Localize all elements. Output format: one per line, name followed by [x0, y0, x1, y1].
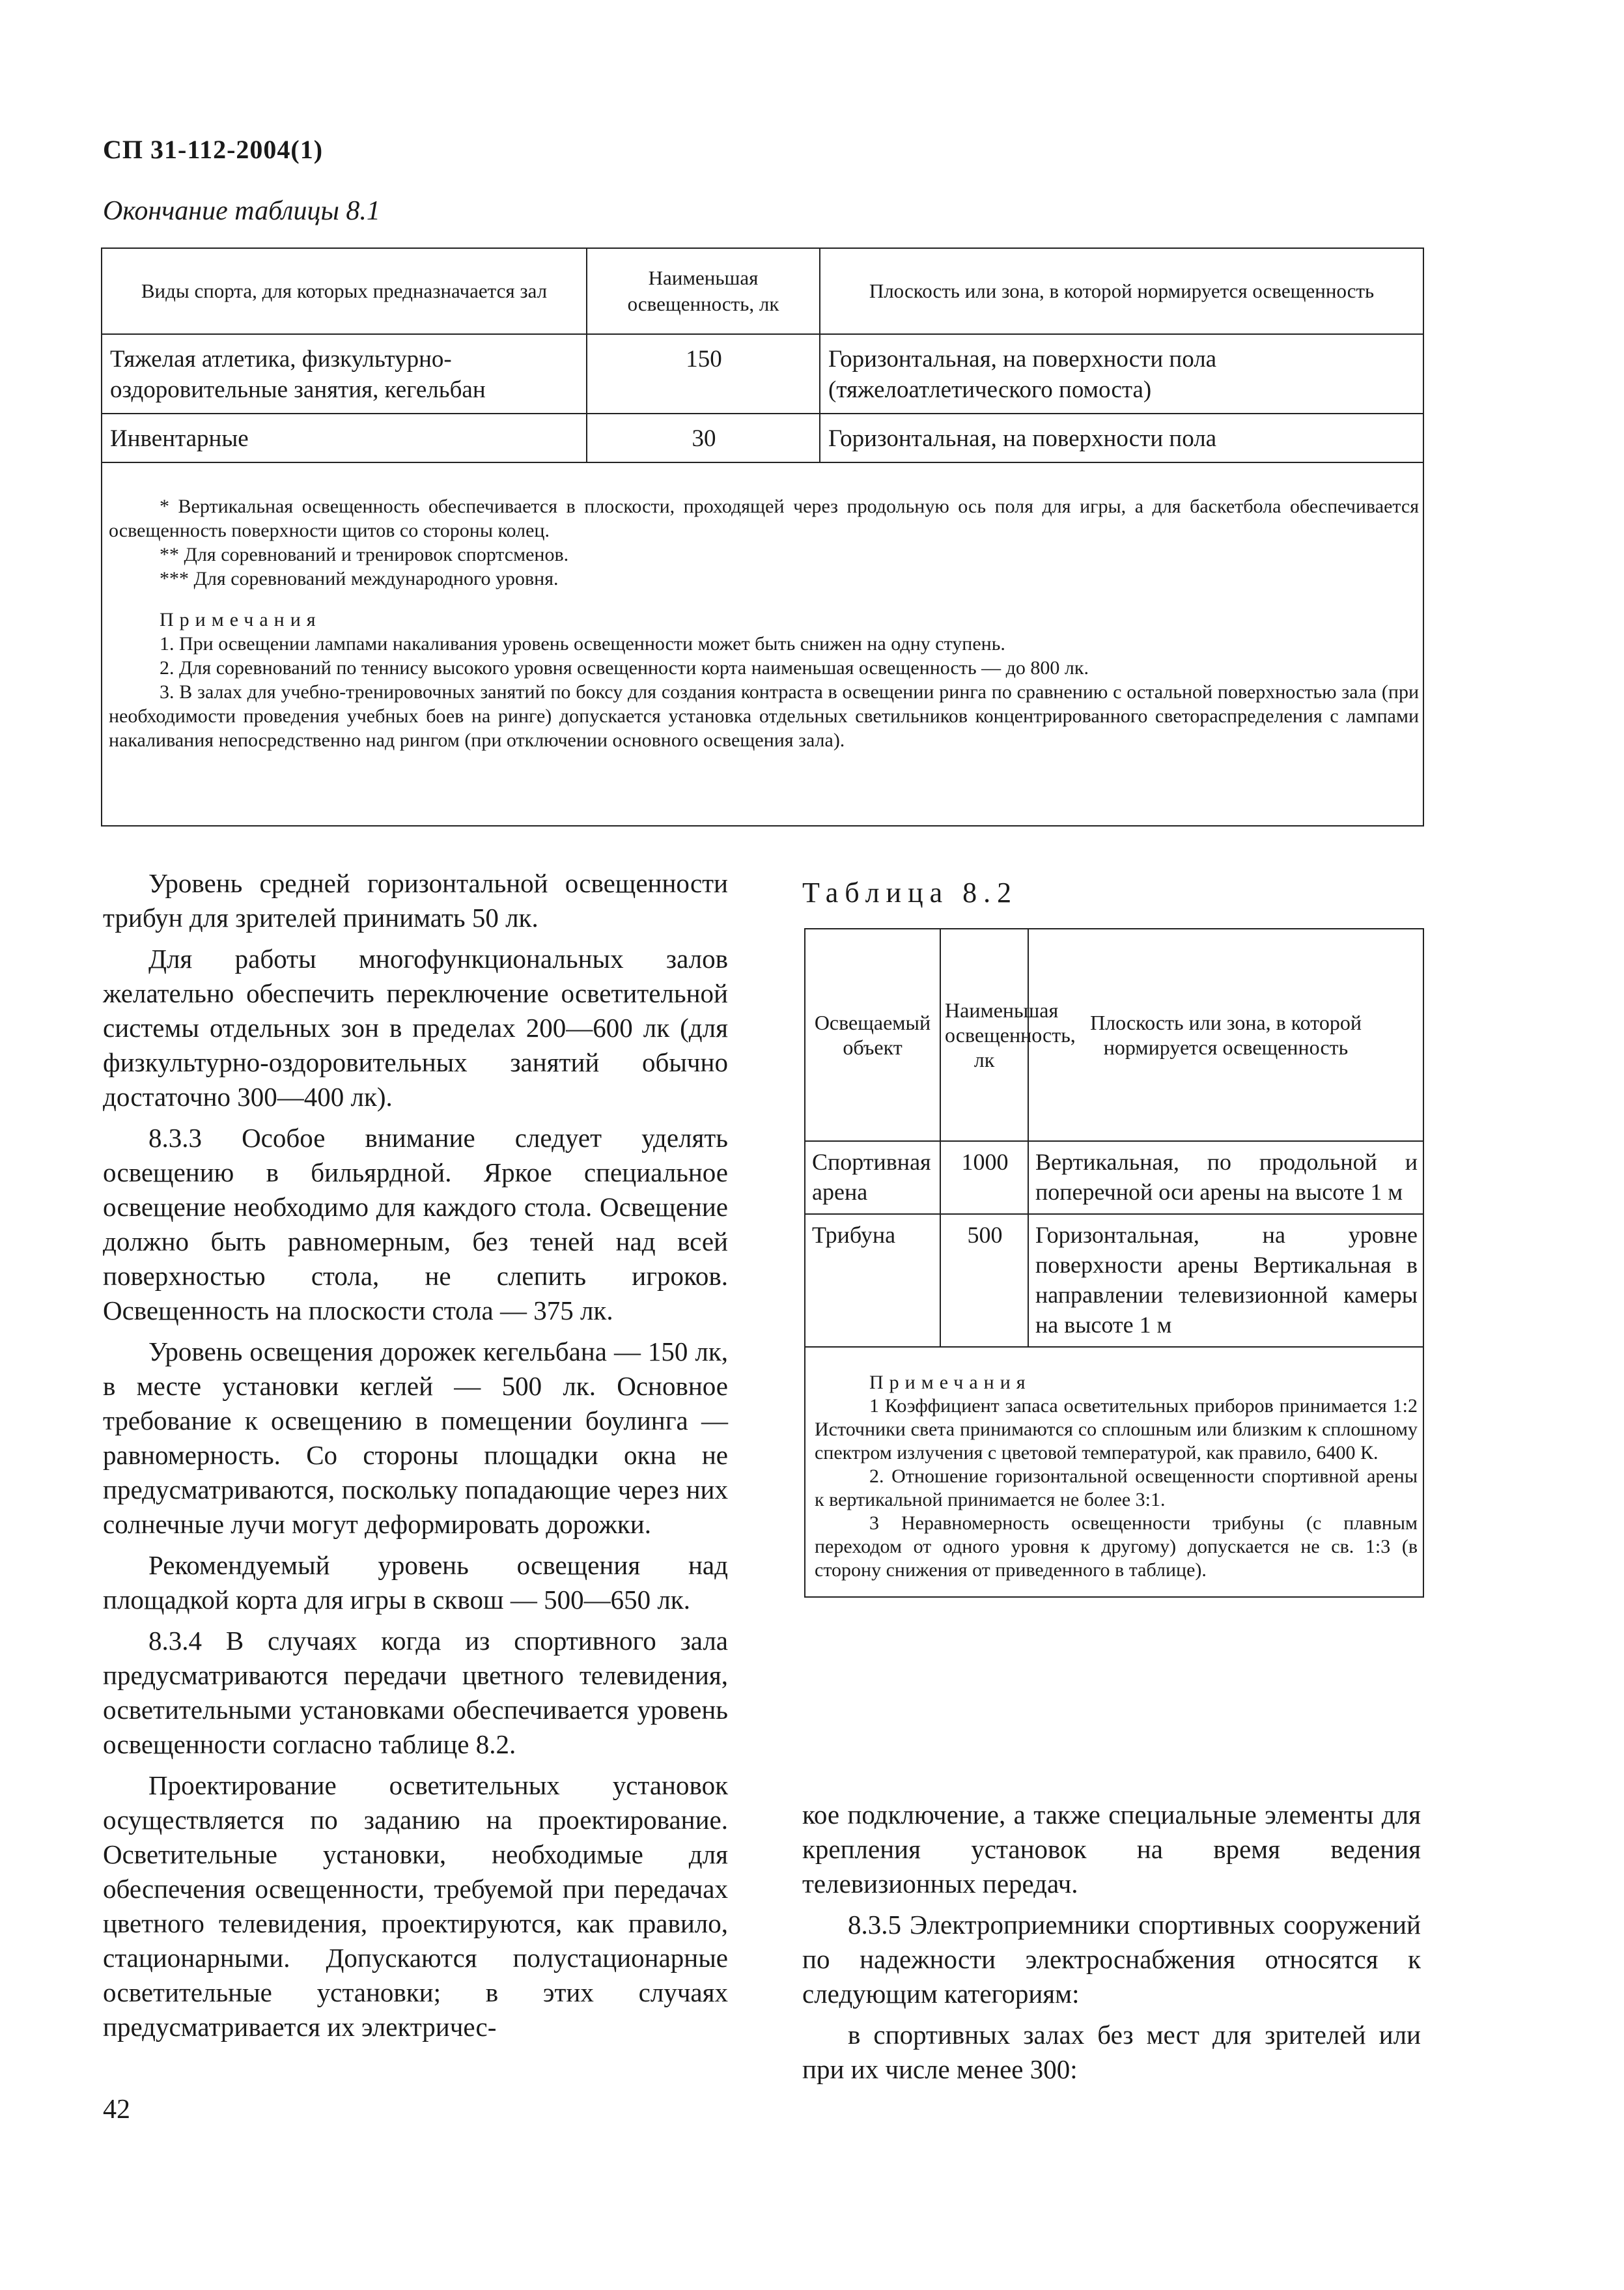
column-header: Плоскость или зона, в которой нормируется освещенность [820, 248, 1423, 334]
table-cell: Трибуна [805, 1214, 940, 1347]
paragraph: в спортивных залах без мест для зрителей или при их числе менее 300: [802, 2020, 1421, 2084]
note: 2. Отношение горизонтальной освещенности спортивной арены к вертикальной принимается не более 3:1. [815, 1465, 1418, 1510]
column-header: Плоскость или зона, в которой нормируется освещенность [1028, 929, 1423, 1141]
footnote: ** Для соревнований и тренировок спортсменов. [160, 544, 569, 565]
paragraph: Уровень средней горизонтальной освещенности трибун для зрителей принимать 50 лк. [103, 868, 728, 933]
table-8-2-caption: Таблица 8.2 [802, 877, 1018, 909]
column-header: Наименьшая освещенность, лк [940, 929, 1028, 1141]
table-header-row [102, 248, 1423, 334]
table-continuation-title: Окончание таблицы 8.1 [103, 196, 380, 226]
table-row [102, 414, 1423, 462]
table-8-2 [804, 928, 1424, 1598]
footnote: *** Для соревнований международного уровня. [160, 568, 559, 589]
note: 1. При освещении лампами накаливания уровень освещенности может быть снижен на одну ступень. [160, 633, 1005, 655]
table-cell: Инвентарные [102, 414, 587, 462]
right-text-column [802, 1798, 1421, 2093]
table-notes-row [102, 462, 1423, 826]
note: 3. В залах для учебно-тренировочных занятий по боксу для создания контраста в освещении ринга по сравнению с остальной поверхностью зала (при необходимости проведения учебных боев на ринге) допускается установка отдельных светильников концентрированного светораспределения с лампами накаливания непосредственно над рингом (при отключении основного освещения зала). [109, 681, 1419, 751]
note: 1 Коэффициент запаса осветительных приборов принимается 1:2 Источники света принимаются со сплошным или близким к сплошному спектром излучения с цветовой температурой, как правило, 6400 К. [815, 1395, 1418, 1463]
table-notes-row [805, 1347, 1423, 1597]
paragraph: Проектирование осветительных установок осуществляется по заданию на проектирование. Осветительные установки, необходимые для обеспечения освещенности, требуемой при передачах цветного телевидения, проектируются, как правило, стационарными. Допускаются полустационарные осветительные установки; в этих случаях предусматривается их электричес- [103, 1770, 728, 2042]
paragraph: Уровень освещения дорожек кегельбана — 150 лк, в месте установки кеглей — 500 лк. Основное требование к освещению в помещении боулинга — равномерность. Со стороны площадки окна не предусматриваются, поскольку попадающие через них солнечные лучи могут деформировать дорожки. [103, 1336, 728, 1539]
paragraph: кое подключение, а также специальные элементы для крепления установок на время ведения телевизионных передач. [802, 1800, 1421, 1899]
table-cell: Тяжелая атлетика, физкультурно-оздоровительные занятия, кегельбан [102, 334, 587, 414]
table-row [102, 334, 1423, 414]
note: 3 Неравномерность освещенности трибуны (с плавным переходом от одного уровня к другому) допускается не св. 1:3 (в сторону снижения от приведенного в таблице). [815, 1512, 1418, 1581]
table-cell: Вертикальная, по продольной и поперечной оси арены на высоте 1 м [1028, 1141, 1423, 1214]
note: 2. Для соревнований по теннису высокого уровня освещенности корта наименьшая освещенность — до 800 лк. [160, 657, 1089, 679]
table-row [805, 1214, 1423, 1347]
table-notes-cell [102, 462, 1423, 826]
column-header: Наименьшая освещенность, лк [587, 248, 820, 334]
table-cell: Горизонтальная, на поверхности пола (тяжелоатлетического помоста) [820, 334, 1423, 414]
footnote: * Вертикальная освещенность обеспечивается в плоскости, проходящей через продольную ось поля для игры, а для баскетбола обеспечивается освещенность поверхности щитов со стороны колец. [109, 496, 1419, 541]
column-header: Виды спорта, для которых предназначается зал [102, 248, 587, 334]
notes-title: Примечания [160, 609, 322, 630]
table-cell: Горизонтальная, на поверхности пола [820, 414, 1423, 462]
page-number: 42 [103, 2095, 130, 2125]
column-header: Освещаемый объект [805, 929, 940, 1141]
paragraph: 8.3.5 Электроприемники спортивных сооружений по надежности электроснабжения относятся к следующим категориям: [802, 1910, 1421, 2009]
table-cell: Горизонтальная, на уровне поверхности арены Вертикальная в направлении телевизионной камеры на высоте 1 м [1028, 1214, 1423, 1347]
paragraph: 8.3.3 Особое внимание следует уделять освещению в бильярдной. Яркое специальное освещение необходимо для каждого стола. Освещение должно быть равномерным, без теней над всей поверхностью стола, не слепить игроков. Освещенность на плоскости стола — 375 лк. [103, 1123, 728, 1325]
left-text-column [103, 866, 728, 2051]
table-cell: 150 [587, 334, 820, 414]
paragraph: Для работы многофункциональных залов желательно обеспечить переключение осветительной системы отдельных зон в пределах 200—600 лк (для физкультурно-оздоровительных занятий обычно достаточно 300—400 лк). [103, 944, 728, 1112]
table-cell: Спортивная арена [805, 1141, 940, 1214]
table-cell: 500 [940, 1214, 1028, 1347]
table-cell: 30 [587, 414, 820, 462]
paragraph: 8.3.4 В случаях когда из спортивного зала предусматриваются передачи цветного телевидения, осветительными установками обеспечивается уровень освещенности согласно таблице 8.2. [103, 1626, 728, 1759]
table-cell: 1000 [940, 1141, 1028, 1214]
document-code: СП 31-112-2004(1) [103, 135, 324, 164]
table-notes-cell [805, 1347, 1423, 1597]
table-row [805, 1141, 1423, 1214]
table-8-1 [101, 247, 1424, 827]
table-header-row [805, 929, 1423, 1141]
paragraph: Рекомендуемый уровень освещения над площадкой корта для игры в сквош — 500—650 лк. [103, 1550, 728, 1615]
notes-title: Примечания [869, 1372, 1031, 1393]
